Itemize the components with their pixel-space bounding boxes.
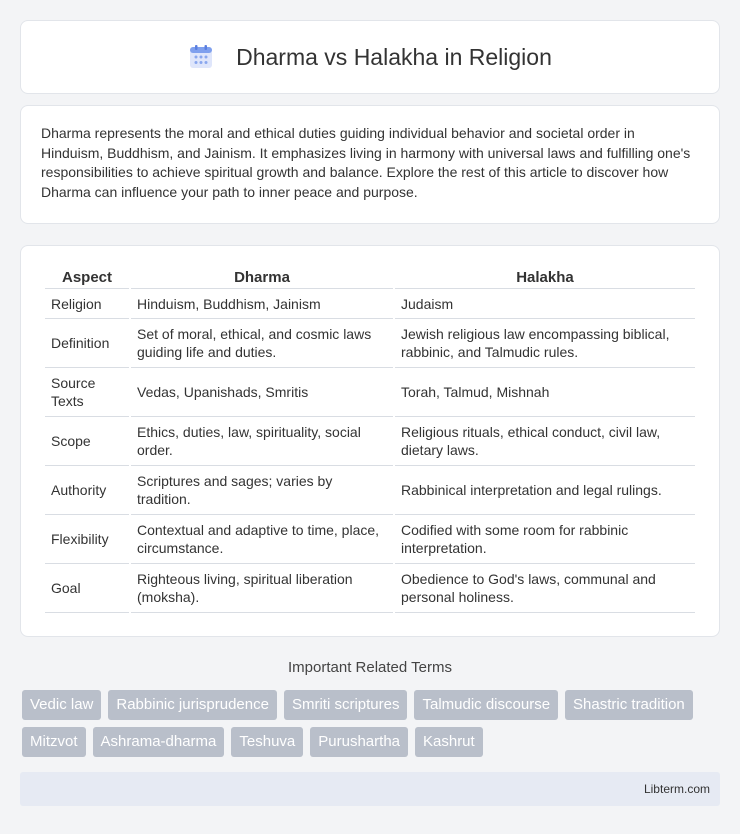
tag-smriti-scriptures[interactable]: Smriti scriptures bbox=[284, 690, 408, 720]
cell-aspect: Scope bbox=[45, 417, 129, 466]
header-aspect: Aspect bbox=[45, 266, 129, 289]
cell-halakha: Judaism bbox=[395, 289, 695, 319]
cell-dharma: Scriptures and sages; varies by tradition. bbox=[131, 466, 393, 515]
table-row bbox=[45, 319, 695, 368]
intro-card bbox=[20, 105, 720, 224]
related-terms-list bbox=[22, 690, 720, 757]
related-terms-title: Important Related Terms bbox=[288, 659, 452, 676]
page-title: Dharma vs Halakha in Religion bbox=[236, 43, 552, 70]
tag-purushartha[interactable]: Purushartha bbox=[310, 727, 408, 757]
footer bbox=[20, 772, 720, 806]
comparison-card bbox=[20, 245, 720, 637]
tag-ashrama-dharma[interactable]: Ashrama-dharma bbox=[93, 727, 225, 757]
cell-aspect: Goal bbox=[45, 564, 129, 613]
cell-halakha: Religious rituals, ethical conduct, civil law, dietary laws. bbox=[395, 417, 695, 466]
cell-halakha: Jewish religious law encompassing biblical, rabbinic, and Talmudic rules. bbox=[395, 319, 695, 368]
tag-talmudic-discourse[interactable]: Talmudic discourse bbox=[414, 690, 558, 720]
cell-dharma: Contextual and adaptive to time, place, circumstance. bbox=[131, 515, 393, 564]
cell-dharma: Ethics, duties, law, spirituality, social order. bbox=[131, 417, 393, 466]
table-row bbox=[45, 515, 695, 564]
footer-site-link[interactable]: Libterm.com bbox=[643, 782, 710, 796]
cell-dharma: Hinduism, Buddhism, Jainism bbox=[131, 289, 393, 319]
cell-halakha: Obedience to God's laws, communal and personal holiness. bbox=[395, 564, 695, 613]
intro-text: Dharma represents the moral and ethical duties guiding individual behavior and societal order in Hinduism, Buddhism, and Jainism. It emphasizes living in harmony with universal laws and fulfilling one's responsibilities to achieve spiritual growth and balance. Explore the rest of this article to discover how Dharma can influence your path to inner peace and purpose. bbox=[41, 125, 691, 200]
cell-aspect: Religion bbox=[45, 289, 129, 319]
comparison-table bbox=[43, 266, 697, 613]
table-row bbox=[45, 417, 695, 466]
table-header-row bbox=[45, 266, 695, 289]
tag-teshuva[interactable]: Teshuva bbox=[231, 727, 303, 757]
tag-shastric-tradition[interactable]: Shastric tradition bbox=[565, 690, 693, 720]
cell-aspect: Definition bbox=[45, 319, 129, 368]
table-row bbox=[45, 466, 695, 515]
table-row bbox=[45, 368, 695, 417]
tag-mitzvot[interactable]: Mitzvot bbox=[22, 727, 86, 757]
header-card bbox=[20, 20, 720, 94]
cell-aspect: Authority bbox=[45, 466, 129, 515]
tag-rabbinic-jurisprudence[interactable]: Rabbinic jurisprudence bbox=[108, 690, 277, 720]
cell-dharma: Vedas, Upanishads, Smritis bbox=[131, 368, 393, 417]
cell-halakha: Torah, Talmud, Mishnah bbox=[395, 368, 695, 417]
cell-dharma: Righteous living, spiritual liberation (moksha). bbox=[131, 564, 393, 613]
cell-halakha: Rabbinical interpretation and legal rulings. bbox=[395, 466, 695, 515]
table-row bbox=[45, 564, 695, 613]
cell-dharma: Set of moral, ethical, and cosmic laws guiding life and duties. bbox=[131, 319, 393, 368]
tag-kashrut[interactable]: Kashrut bbox=[415, 727, 483, 757]
cell-halakha: Codified with some room for rabbinic interpretation. bbox=[395, 515, 695, 564]
cell-aspect: Source Texts bbox=[45, 368, 129, 417]
tag-vedic-law[interactable]: Vedic law bbox=[22, 690, 101, 720]
table-row bbox=[45, 289, 695, 319]
header-dharma: Dharma bbox=[131, 266, 393, 289]
cell-aspect: Flexibility bbox=[45, 515, 129, 564]
header-halakha: Halakha bbox=[395, 266, 695, 289]
calendar-icon bbox=[188, 44, 214, 70]
